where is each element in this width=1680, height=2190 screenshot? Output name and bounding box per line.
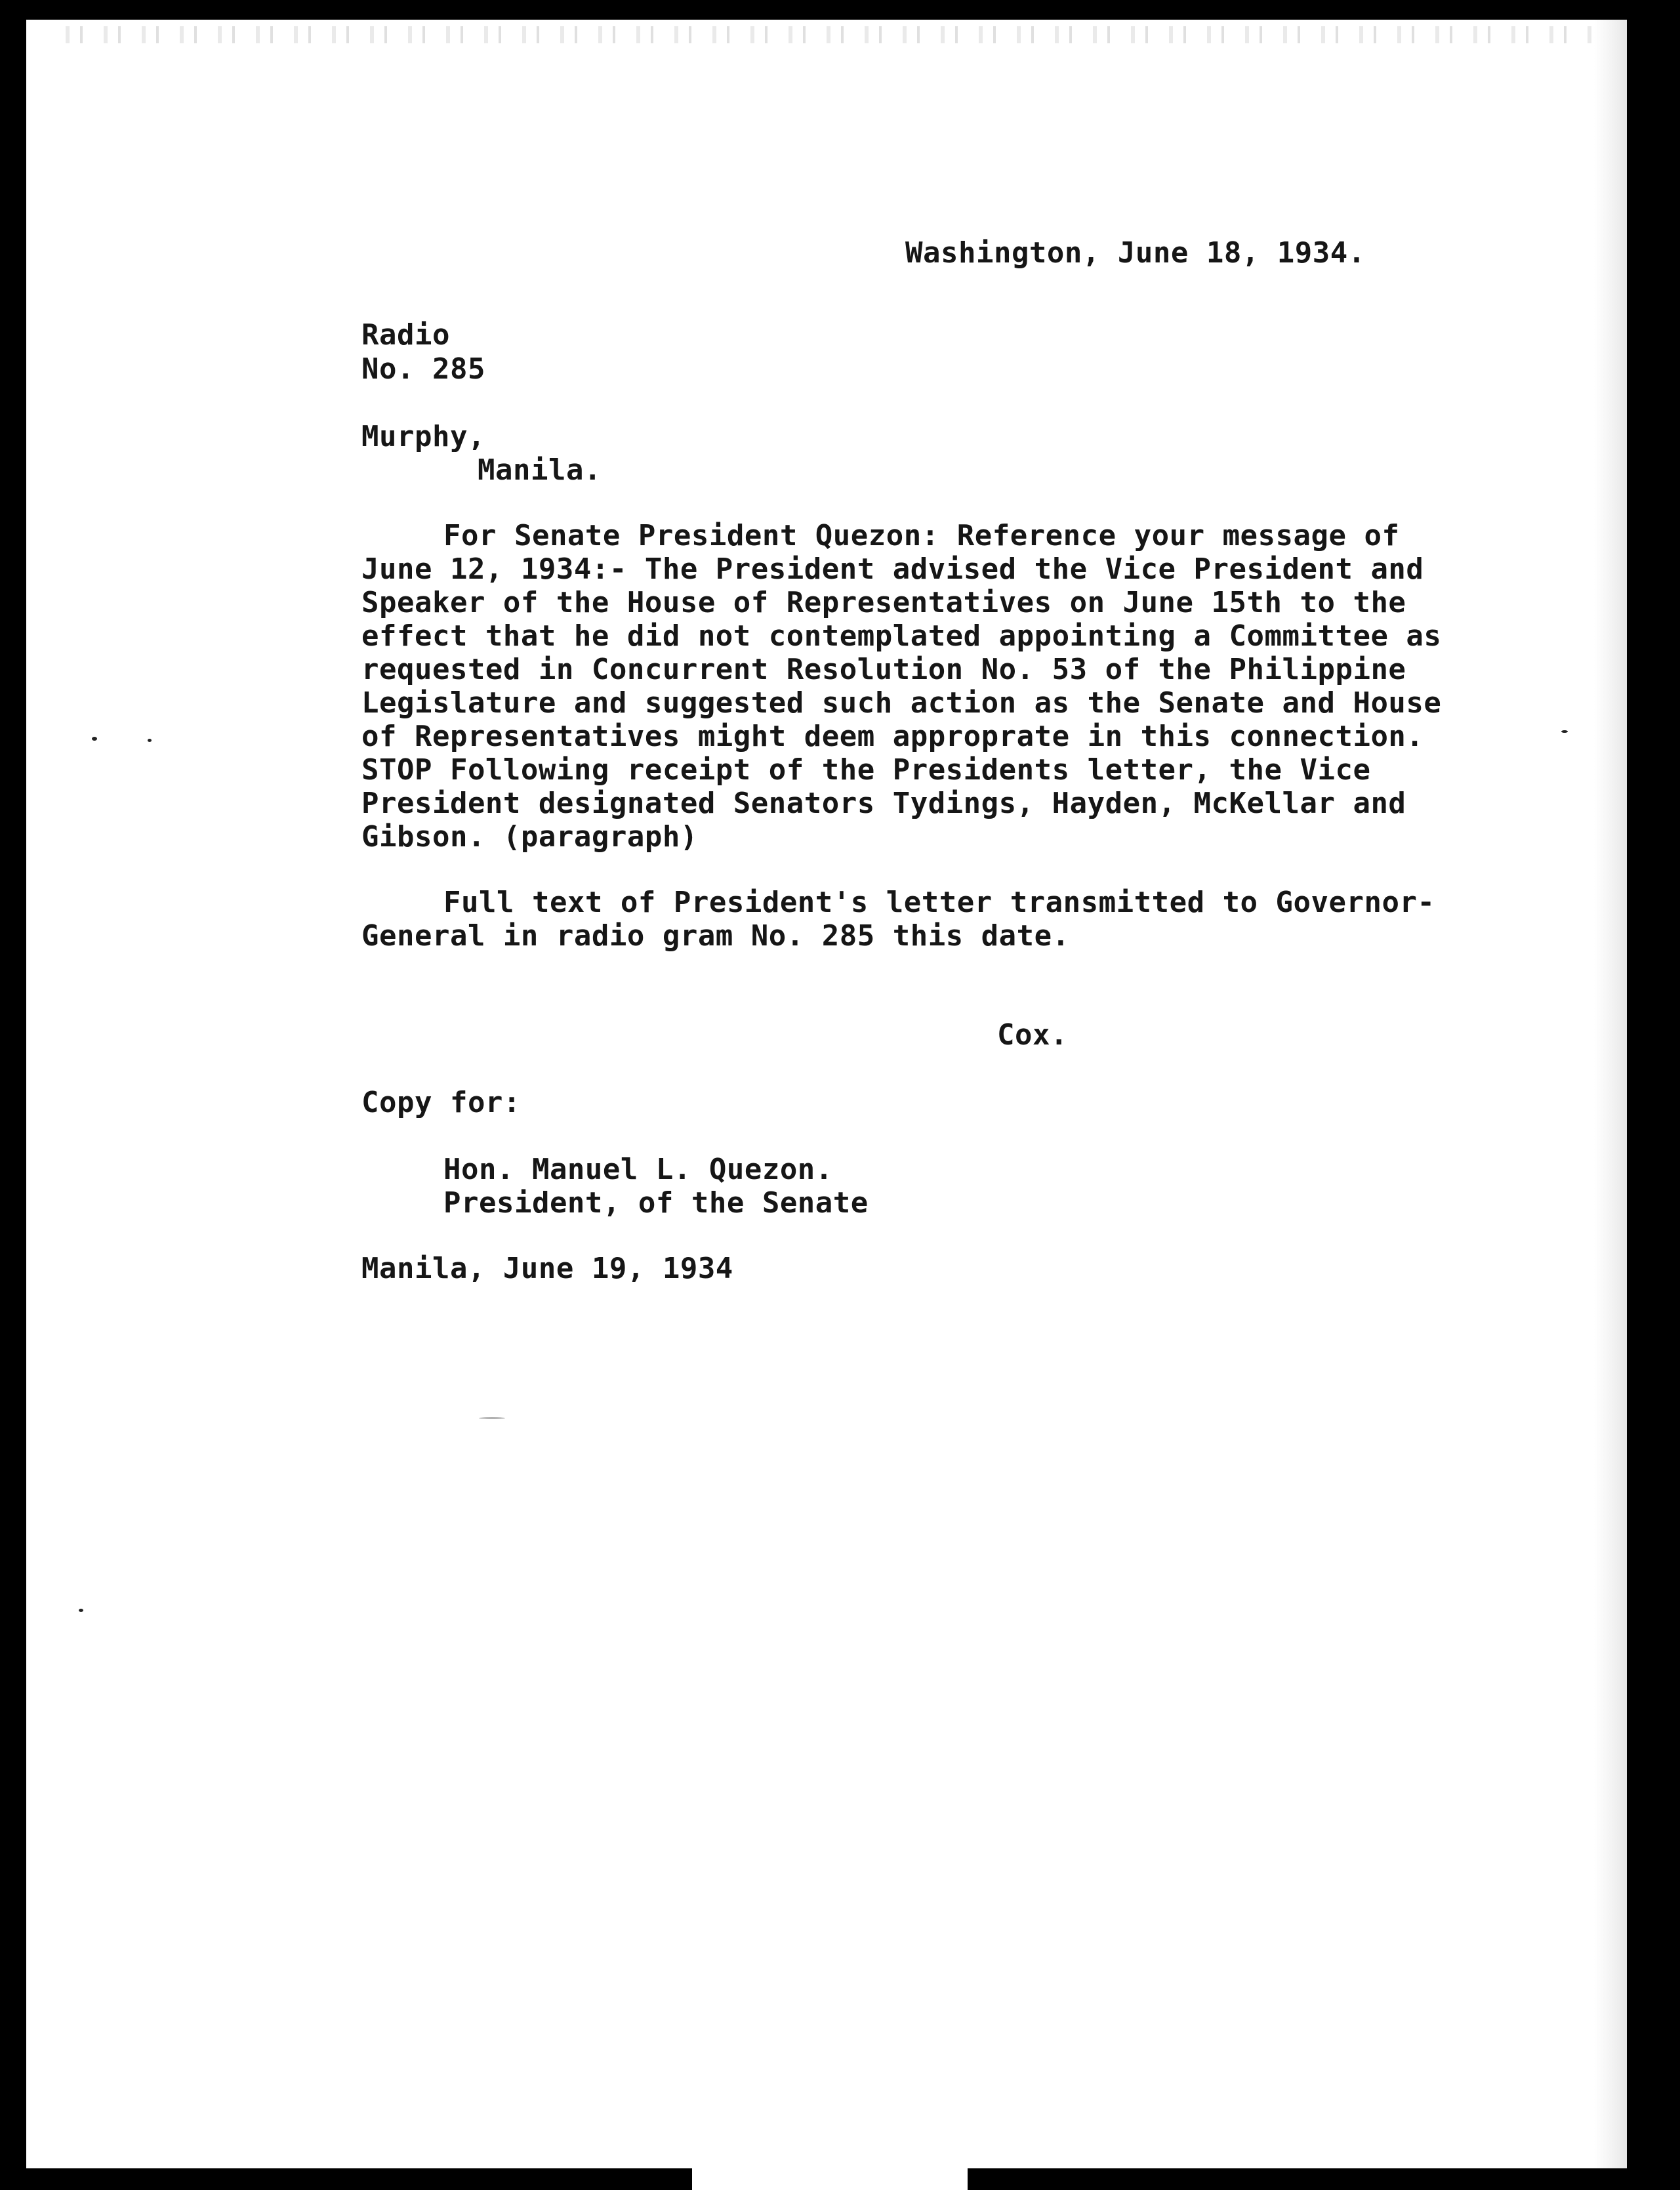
message-type: Radio	[361, 318, 450, 352]
second-paragraph-line: General in radio gram No. 285 this date.	[361, 919, 1070, 953]
recipient-city: Manila.	[478, 453, 602, 487]
body-line: Legislature and suggested such action as the Senate and House	[361, 686, 1442, 720]
top-edge-scuff	[66, 26, 1627, 43]
body-line: of Representatives might deem approprate in this connection.	[361, 720, 1424, 753]
bottom-film-tab	[692, 2168, 968, 2190]
body-line: President designated Senators Tydings, Hayden, McKellar and	[361, 787, 1406, 820]
body-line: Speaker of the House of Representatives on June 15th to the	[361, 586, 1406, 619]
body-line: effect that he did not contemplated appointing a Committee as	[361, 619, 1442, 653]
closing-place-date: Manila, June 19, 1934	[361, 1252, 733, 1285]
copy-recipient-name: Hon. Manuel L. Quezon.	[443, 1153, 833, 1186]
scan-speck	[92, 737, 97, 741]
body-line: STOP Following receipt of the Presidents letter, the Vice	[361, 753, 1371, 787]
copy-recipient-title: President, of the Senate	[443, 1186, 869, 1220]
scan-speck	[79, 1609, 83, 1612]
recipient-name: Murphy,	[361, 420, 485, 453]
second-paragraph-line: Full text of President's letter transmitted to Governor-	[443, 886, 1435, 919]
dateline: Washington, June 18, 1934.	[905, 236, 1366, 270]
body-line: For Senate President Quezon: Reference your message of	[443, 519, 1400, 552]
right-edge-shadow	[1594, 20, 1627, 2168]
body-line: Gibson. (paragraph)	[361, 820, 698, 854]
message-number: No. 285	[361, 352, 485, 386]
scan-speck	[148, 739, 152, 742]
body-line: requested in Concurrent Resolution No. 53 of the Philippine	[361, 653, 1406, 686]
scan-smudge	[479, 1417, 505, 1419]
document-page	[26, 20, 1627, 2168]
body-line: June 12, 1934:- The President advised the Vice President and	[361, 552, 1424, 586]
copy-for-label: Copy for:	[361, 1086, 521, 1119]
signature: Cox.	[997, 1018, 1068, 1052]
scan-speck	[1561, 730, 1568, 733]
